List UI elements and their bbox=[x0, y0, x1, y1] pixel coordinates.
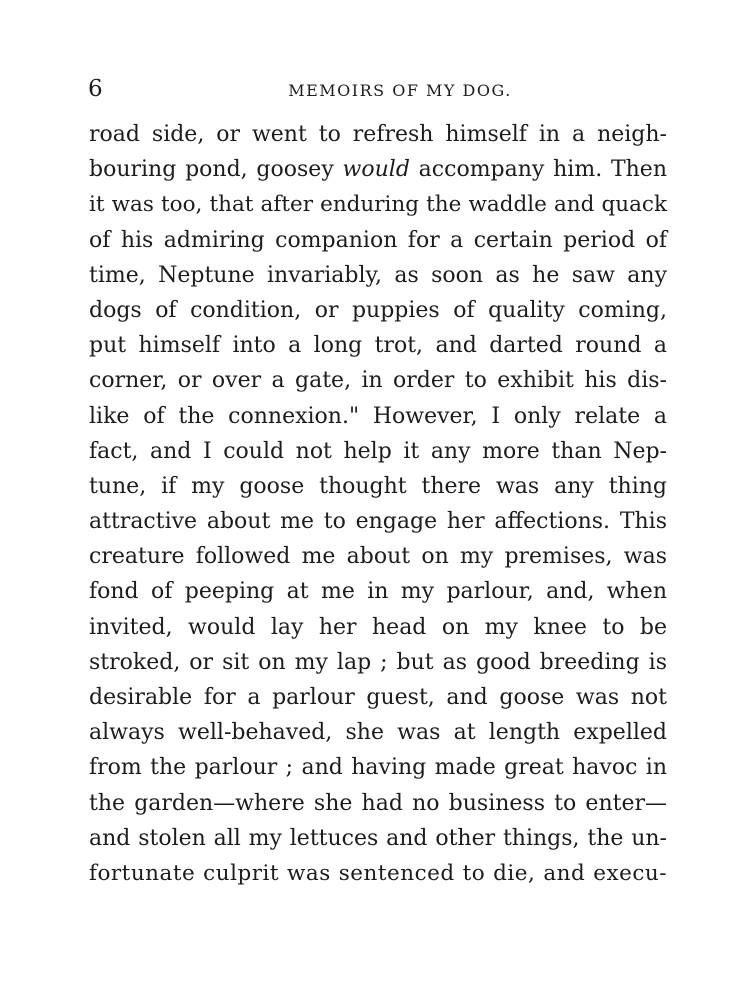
text-line: fond of peeping at me in my parlour, and, when bbox=[89, 579, 667, 605]
text-line: road side, or went to refresh himself in a neigh- bbox=[89, 122, 667, 147]
text-line: corner, or over a gate, in order to exhibit his dis- bbox=[89, 368, 667, 394]
text-line bbox=[89, 152, 667, 187]
text-line: and stolen all my lettuces and other things, the un- bbox=[89, 825, 667, 851]
text-span: accompany him. Then bbox=[409, 157, 667, 183]
text-line: of his admiring companion for a certain period of bbox=[89, 227, 667, 253]
running-title: MEMOIRS OF MY DOG. bbox=[288, 81, 512, 100]
page-number: 6 bbox=[88, 76, 103, 102]
text-line: desirable for a parlour guest, and goose was not bbox=[89, 685, 667, 710]
text-line: attractive about me to engage her affections. This bbox=[89, 509, 667, 535]
page-header bbox=[0, 76, 755, 106]
text-line: dogs of condition, or puppies of quality coming, bbox=[89, 297, 667, 323]
text-line: stroked, or sit on my lap ; but as good breeding is bbox=[89, 649, 667, 675]
text-span: bouring pond, goosey bbox=[89, 157, 343, 183]
text-line: from the parlour ; and having made great havoc in bbox=[89, 755, 667, 781]
text-line: time, Neptune invariably, as soon as he saw any bbox=[89, 262, 667, 288]
text-line: tune, if my goose thought there was any thing bbox=[89, 473, 667, 499]
text-line: the garden—where she had no business to enter— bbox=[89, 790, 667, 816]
text-line: invited, would lay her head on my knee to be bbox=[89, 614, 667, 640]
text-line: always well-behaved, she was at length expelled bbox=[89, 720, 667, 746]
body-text bbox=[89, 117, 667, 891]
emphasis-word: would bbox=[342, 157, 410, 183]
text-line: fact, and I could not help it any more than Nep- bbox=[89, 438, 667, 464]
text-line: like of the connexion." However, I only relate a bbox=[89, 403, 667, 429]
text-line: creature followed me about on my premises, was bbox=[89, 544, 667, 570]
text-line: put himself into a long trot, and darted round a bbox=[89, 333, 667, 359]
text-line: it was too, that after enduring the waddle and quack bbox=[89, 192, 667, 218]
text-line: fortunate culprit was sentenced to die, and execu- bbox=[89, 860, 667, 886]
